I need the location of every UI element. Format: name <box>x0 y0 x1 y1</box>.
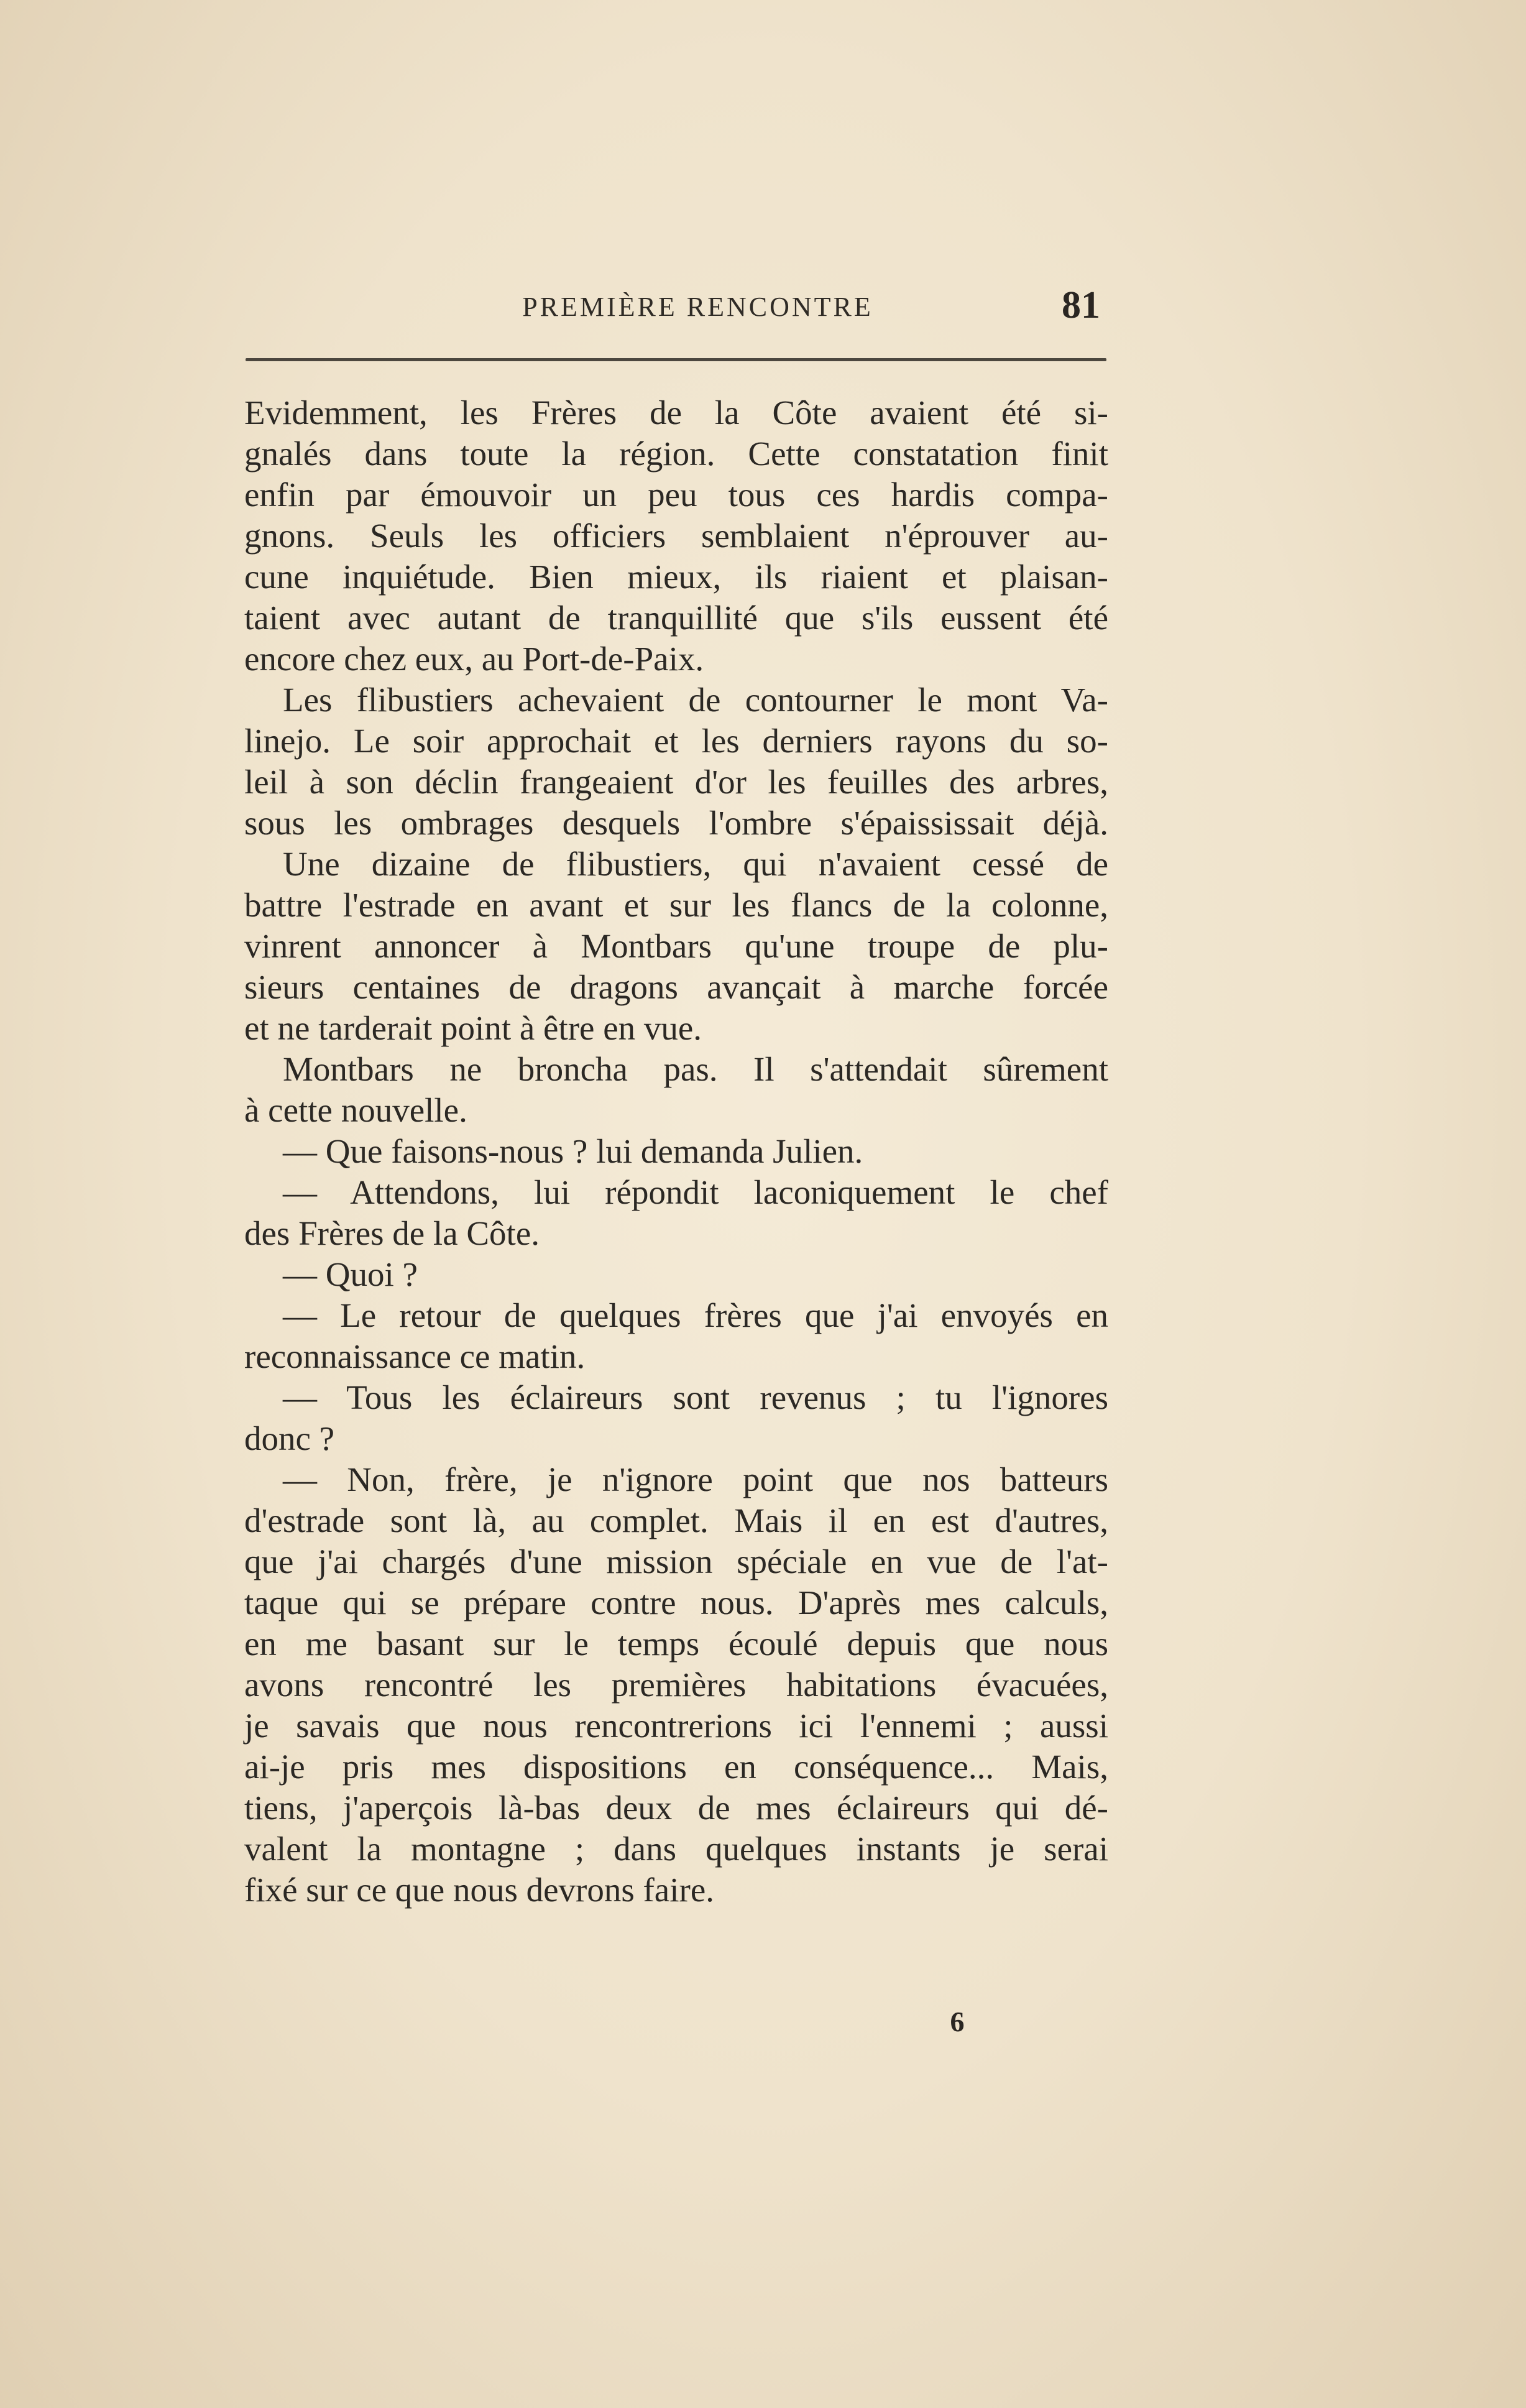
text-line: — Non, frère, je n'ignore point que nos batteurs <box>283 1460 1108 1498</box>
text-line: donc ? <box>244 1419 335 1457</box>
text-line: taque qui se prépare contre nous. D'après mes calculs, <box>244 1584 1108 1621</box>
text-line: linejo. Le soir approchait et les derniers rayons du so- <box>244 722 1108 760</box>
text-line: je savais que nous rencontrerions ici l'ennemi ; aussi <box>244 1707 1108 1745</box>
text-line: sieurs centaines de dragons avançait à marche forcée <box>244 968 1108 1006</box>
text-line: — Attendons, lui répondit laconiquement le chef <box>283 1173 1108 1211</box>
text-line: — Tous les éclaireurs sont revenus ; tu l'ignores <box>283 1378 1108 1416</box>
text-line: Evidemment, les Frères de la Côte avaient été si- <box>244 394 1108 431</box>
text-line: d'estrade sont là, au complet. Mais il en est d'autres, <box>244 1502 1108 1539</box>
signature-mark: 6 <box>950 2006 965 2037</box>
text-line: valent la montagne ; dans quelques instants je serai <box>244 1830 1108 1868</box>
text-line: ai-je pris mes dispositions en conséquence... Mais, <box>244 1748 1108 1786</box>
text-line: enfin par émouvoir un peu tous ces hardis compa- <box>244 476 1108 514</box>
text-line: gnalés dans toute la région. Cette constatation finit <box>244 435 1108 473</box>
text-line: à cette nouvelle. <box>244 1091 467 1129</box>
text-line: taient avec autant de tranquillité que s'ils eussent été <box>244 599 1108 637</box>
text-line: leil à son déclin frangeaient d'or les feuilles des arbres, <box>244 763 1108 801</box>
text-line: — Le retour de quelques frères que j'ai envoyés en <box>283 1296 1108 1334</box>
text-line: Montbars ne broncha pas. Il s'attendait sûrement <box>283 1050 1108 1088</box>
text-line: fixé sur ce que nous devrons faire. <box>244 1871 714 1909</box>
page-number: 81 <box>1062 284 1100 326</box>
text-line: cune inquiétude. Bien mieux, ils riaient et plaisan- <box>244 558 1108 596</box>
text-line: encore chez eux, au Port-de-Paix. <box>244 640 704 678</box>
text-line: — Quoi ? <box>283 1255 418 1293</box>
text-line: Les flibustiers achevaient de contourner le mont Va- <box>283 681 1108 719</box>
text-line: reconnaissance ce matin. <box>244 1337 586 1375</box>
text-line: des Frères de la Côte. <box>244 1214 540 1252</box>
text-line: tiens, j'aperçois là-bas deux de mes éclaireurs qui dé- <box>244 1789 1108 1827</box>
text-line: battre l'estrade en avant et sur les flancs de la colonne, <box>244 886 1108 924</box>
text-line: gnons. Seuls les officiers semblaient n'éprouver au- <box>244 517 1108 555</box>
text-line: vinrent annoncer à Montbars qu'une troupe de plu- <box>244 927 1108 965</box>
text-line: et ne tarderait point à être en vue. <box>244 1009 702 1047</box>
text-line: — Que faisons-nous ? lui demanda Julien. <box>283 1132 863 1170</box>
text-line: avons rencontré les premières habitations évacuées, <box>244 1666 1108 1704</box>
text-line: Une dizaine de flibustiers, qui n'avaient cessé de <box>283 845 1108 883</box>
running-title: PREMIÈRE RENCONTRE <box>522 292 873 322</box>
text-line: que j'ai chargés d'une mission spéciale en vue de l'at- <box>244 1543 1108 1580</box>
page-header <box>246 285 1106 334</box>
header-rule <box>246 358 1106 361</box>
text-line: en me basant sur le temps écoulé depuis que nous <box>244 1625 1108 1663</box>
text-line: sous les ombrages desquels l'ombre s'épaississait déjà. <box>244 804 1108 842</box>
